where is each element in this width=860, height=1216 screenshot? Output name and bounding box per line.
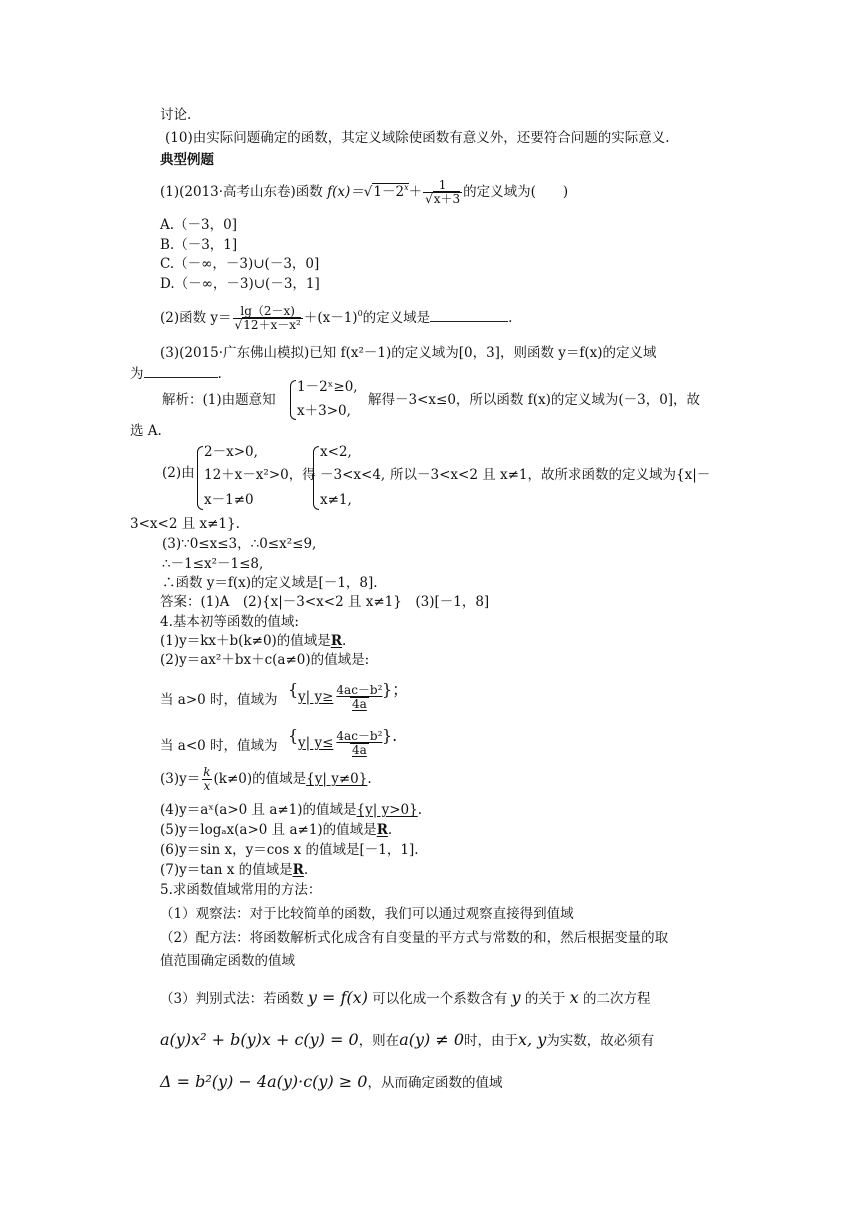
m3b-end: 为实数，故必须有 — [546, 1033, 655, 1049]
q2-suffix: 的定义域是 — [362, 310, 431, 326]
r2b-num: 4ac－b² — [336, 729, 383, 743]
r3-mid: (k≠0)的值域是 — [213, 771, 307, 787]
range-5: (5)y＝logₐx(a>0 且 a≠1)的值域是R. — [160, 822, 393, 838]
r2a-den: 4a — [352, 697, 367, 711]
q2-num: lg（2－x) — [240, 304, 295, 318]
r3-prefix: (3)y＝ — [160, 771, 201, 787]
method-1: （1）观察法：对于比较简单的函数，我们可以通过观察直接得到值域 — [160, 906, 574, 922]
option-d: D.（－∞，－3)∪(－3，1] — [160, 276, 320, 292]
m3-eq: y = f(x) — [307, 988, 368, 1007]
text-line: (10)由实际问题确定的函数，其定义域除使函数有意义外，还要符合问题的实际意义. — [165, 130, 670, 146]
range-2b-prefix: 当 a<0 时，值域为 — [160, 738, 278, 754]
option-a: A.（－3，0] — [160, 217, 237, 233]
question-3-cont — [130, 365, 222, 382]
r7-R: R — [292, 862, 304, 878]
range-6: (6)y＝sin x，y＝cos x 的值域是[－1，1]. — [160, 842, 419, 858]
right-brace: }； — [382, 680, 409, 699]
question-1 — [160, 179, 568, 206]
system-line: x＋3>0, — [297, 403, 351, 419]
r1-R: R — [330, 633, 343, 649]
m3c-eq: Δ = b²(y) − 4a(y)·c(y) ≥ 0 — [160, 1072, 368, 1091]
r3-set: {y| y≠0} — [306, 771, 368, 787]
solution-1-end: 选 A. — [130, 423, 162, 439]
answer-line: 答案：(1)A (2){x|－3<x<2 且 x≠1} (3)[－1，8] — [160, 594, 490, 610]
range-7: (7)y＝tan x 的值域是R. — [160, 862, 309, 878]
m3-mid: 可以化成一个系数含有 — [372, 991, 508, 1007]
r1-text: (1)y＝kx＋b(k≠0)的值域是 — [160, 633, 331, 649]
q2-den: 12＋x－x² — [243, 318, 301, 332]
method-2-cont: 值范围确定函数的值域 — [160, 953, 295, 969]
m3b-eq: a(y)x² + b(y)x + c(y) = 0 — [160, 1030, 359, 1049]
r2b-set: y| y≤ — [298, 735, 334, 751]
solution-1-prefix: 解析：(1)由题意知 — [162, 392, 276, 408]
system-line: 2－x>0, — [204, 444, 258, 460]
answer-blank — [430, 309, 508, 322]
r5-prefix: (5)y＝logₐx(a>0 且 a≠1)的值域是 — [160, 822, 377, 838]
r2a-set: y| y≥ — [298, 689, 334, 705]
q1-frac-den: x＋3 — [433, 192, 461, 206]
q2-mid: ＋(x－1) — [303, 310, 358, 326]
range-2a-prefix: 当 a>0 时，值域为 — [160, 692, 278, 708]
r7-prefix: (7)y＝tan x 的值域是 — [160, 862, 293, 878]
m3-y: y — [511, 988, 521, 1007]
q3-b: 为 — [130, 366, 144, 382]
system-line: x≠1, — [320, 492, 352, 508]
method-3 — [160, 990, 651, 1007]
m3c-end: ，从而确定函数的值域 — [367, 1075, 503, 1091]
range-1: (1)y＝kx＋b(k≠0)的值域是R. — [160, 633, 347, 649]
q2-end: . — [508, 310, 513, 326]
q1-suffix: 的定义域为( ) — [463, 184, 569, 200]
m3-x: x — [569, 988, 579, 1007]
range-2b-set — [298, 730, 385, 757]
range-2a-set — [298, 684, 385, 711]
system-line: 12＋x－x²>0，得 — [204, 467, 316, 483]
q2-prefix: (2)函数 y＝ — [160, 310, 232, 326]
sqrt-sign: √ — [363, 184, 373, 200]
q1-frac-num: 1 — [438, 178, 447, 192]
system-line: 1－2ˣ≥0, — [297, 379, 358, 395]
solution-3-line: ∴函数 y＝f(x)的定义域是[－1，8]. — [162, 575, 378, 591]
right-brace: }. — [382, 726, 398, 745]
range-3: (3)y＝ $\frac{k}{x}$ (k≠0)的值域是{y| y≠0}. — [160, 765, 372, 793]
r2a-num: 4ac－b² — [336, 683, 383, 697]
text-line: 讨论. — [160, 107, 192, 123]
m3-end: 的二次方程 — [583, 991, 651, 1007]
section-4-heading: 4.基本初等函数的值域: — [160, 614, 299, 630]
system-brace — [197, 446, 203, 510]
m3b-mid2: 时，由于 — [464, 1033, 519, 1049]
q2-fraction: $\frac{\lg(2-x)}{\text{√12＋x－x²}}$ — [234, 304, 301, 332]
solution-2-text: 所以－3<x<2 且 x≠1，故所求函数的定义域为{x|－ — [390, 467, 711, 483]
method-3-cont — [160, 1032, 654, 1049]
system-line: x－1≠0 — [204, 492, 254, 508]
r2b-fraction — [334, 730, 384, 757]
r2a-fraction — [334, 684, 384, 711]
r3-num: k — [203, 765, 211, 779]
system-line: －3<x<4, — [320, 467, 386, 483]
r4-set: {y| y>0} — [356, 802, 418, 818]
m3-prefix: （3）判别式法：若函数 — [160, 991, 304, 1007]
answer-blank — [144, 365, 218, 378]
r5-R: R — [376, 822, 388, 838]
section-5-heading: 5.求函数值域常用的方法： — [160, 882, 322, 898]
r3-fraction — [201, 766, 212, 793]
section-heading: 典型例题 — [160, 152, 214, 168]
q1-fraction: $\frac{1}{√x+3}$ — [425, 178, 461, 206]
m3b-mid: ，则在 — [358, 1033, 400, 1049]
method-2: （2）配方法：将函数解析式化成含有自变量的平方式与常数的和，然后根据变量的取 — [160, 930, 669, 946]
system-brace — [290, 380, 296, 420]
question-3: (3)(2015·广东佛山模拟)已知 f(x²－1)的定义域为[0，3]，则函数 y＝f(x)的定义域 — [160, 345, 657, 361]
m3-mid2: 的关于 — [524, 991, 566, 1007]
q1-prefix: (1)(2013·高考山东卷)函数 — [160, 184, 323, 200]
q1-plus: ＋ — [408, 184, 423, 200]
q3-end: . — [217, 366, 222, 382]
q1-exponent: x — [404, 183, 409, 192]
range-2: (2)y＝ax²＋bx＋c(a≠0)的值域是: — [160, 652, 370, 668]
r4-prefix: (4)y＝aˣ(a>0 且 a≠1)的值域是 — [160, 802, 357, 818]
solution-2-prefix: (2)由 — [162, 465, 195, 481]
option-b: B.（－3，1] — [160, 237, 238, 253]
q1-radicand: 1－2 — [373, 184, 405, 200]
system-brace — [313, 446, 319, 510]
solution-3-line: ∴－1≤x²－1≤8, — [162, 556, 264, 572]
left-brace: { — [288, 680, 299, 699]
solution-1-text: 解得－3<x≤0，所以函数 f(x)的定义域为(－3，0]，故 — [368, 392, 701, 408]
system-line: x<2, — [320, 444, 352, 460]
range-4: (4)y＝aˣ(a>0 且 a≠1)的值域是{y| y>0}. — [160, 802, 423, 818]
solution-3-line: (3)∵0≤x≤3，∴0≤x²≤9, — [162, 536, 317, 552]
left-brace: { — [288, 726, 299, 745]
r2b-den: 4a — [352, 743, 367, 757]
option-c: C.（－∞，－3)∪(－3，0] — [160, 256, 320, 272]
question-2 — [160, 305, 512, 332]
method-3-cont2 — [160, 1074, 502, 1091]
q1-func: f(x)＝ — [327, 184, 364, 200]
q2-zero: 0 — [357, 309, 363, 318]
m3b-xy: x, y — [518, 1030, 547, 1049]
solution-2-end: 3<x<2 且 x≠1}. — [130, 516, 240, 532]
m3b-cond: a(y) ≠ 0 — [399, 1030, 465, 1049]
r3-den: x — [203, 779, 211, 793]
